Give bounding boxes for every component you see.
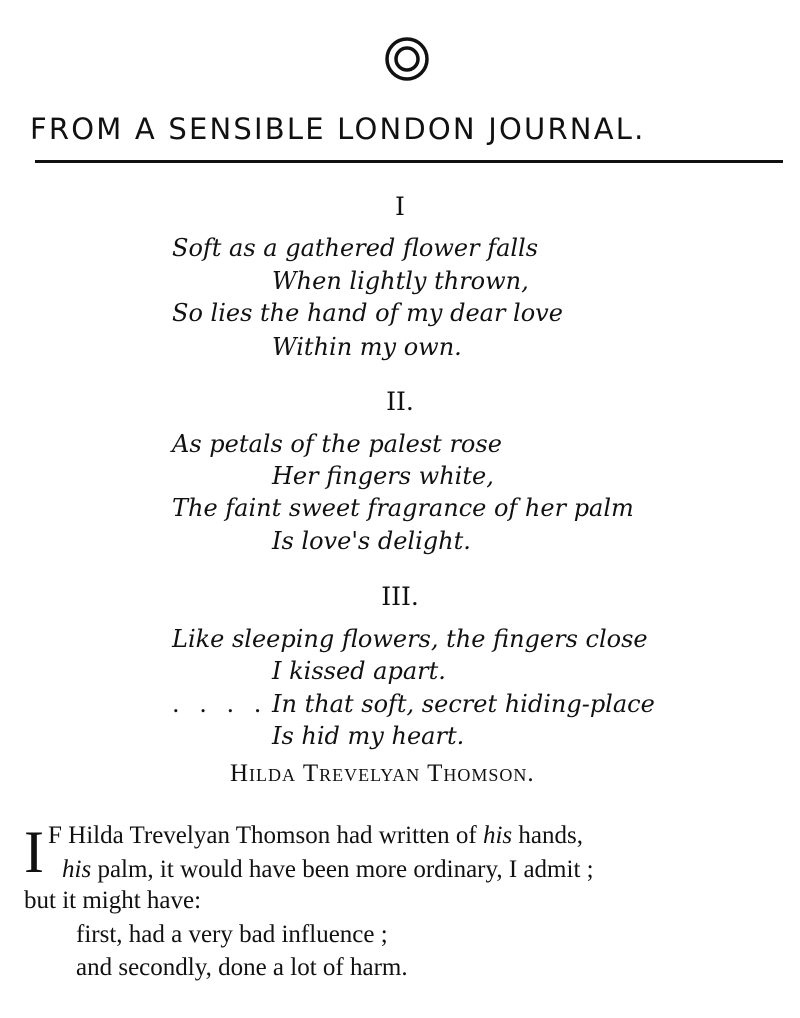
concentric-circles-icon <box>384 36 430 82</box>
poem-line: Is love's delight. <box>272 527 471 555</box>
poem-line: Is hid my heart. <box>272 722 465 750</box>
drop-cap: I <box>24 819 44 885</box>
stanza-numeral: II. <box>386 387 414 416</box>
commentary-line: F Hilda Trevelyan Thomson had written of his hands, <box>48 822 583 849</box>
ellipsis: . . . . <box>172 690 268 718</box>
poem-line: I kissed apart. <box>272 657 446 685</box>
poem-line: The faint sweet fragrance of her palm <box>172 494 634 522</box>
commentary-line: and secondly, done a lot of harm. <box>76 954 408 981</box>
poem-line: Within my own. <box>272 333 462 361</box>
commentary-line: but it might have: <box>24 887 202 914</box>
poem-line: As petals of the palest rose <box>172 430 502 458</box>
poem-author: Hilda Trevelyan Thomson. <box>230 760 535 787</box>
stanza-numeral: I <box>395 192 405 221</box>
commentary-line: his palm, it would have been more ordinary, I admit ; <box>62 856 594 883</box>
poem-line: Soft as a gathered flower falls <box>172 234 539 262</box>
commentary-line: first, had a very bad influence ; <box>76 921 388 948</box>
poem-line: Her fingers white, <box>272 462 494 490</box>
page-title: FROM A SENSIBLE LONDON JOURNAL. <box>30 112 646 146</box>
poem-line: Like sleeping flowers, the fingers close <box>172 625 648 653</box>
stanza-numeral: III. <box>381 582 419 611</box>
poem-line: When lightly thrown, <box>272 267 529 295</box>
poem-line: In that soft, secret hiding-place <box>272 690 655 718</box>
title-rule <box>35 160 783 163</box>
poem-line: So lies the hand of my dear love <box>172 299 563 327</box>
